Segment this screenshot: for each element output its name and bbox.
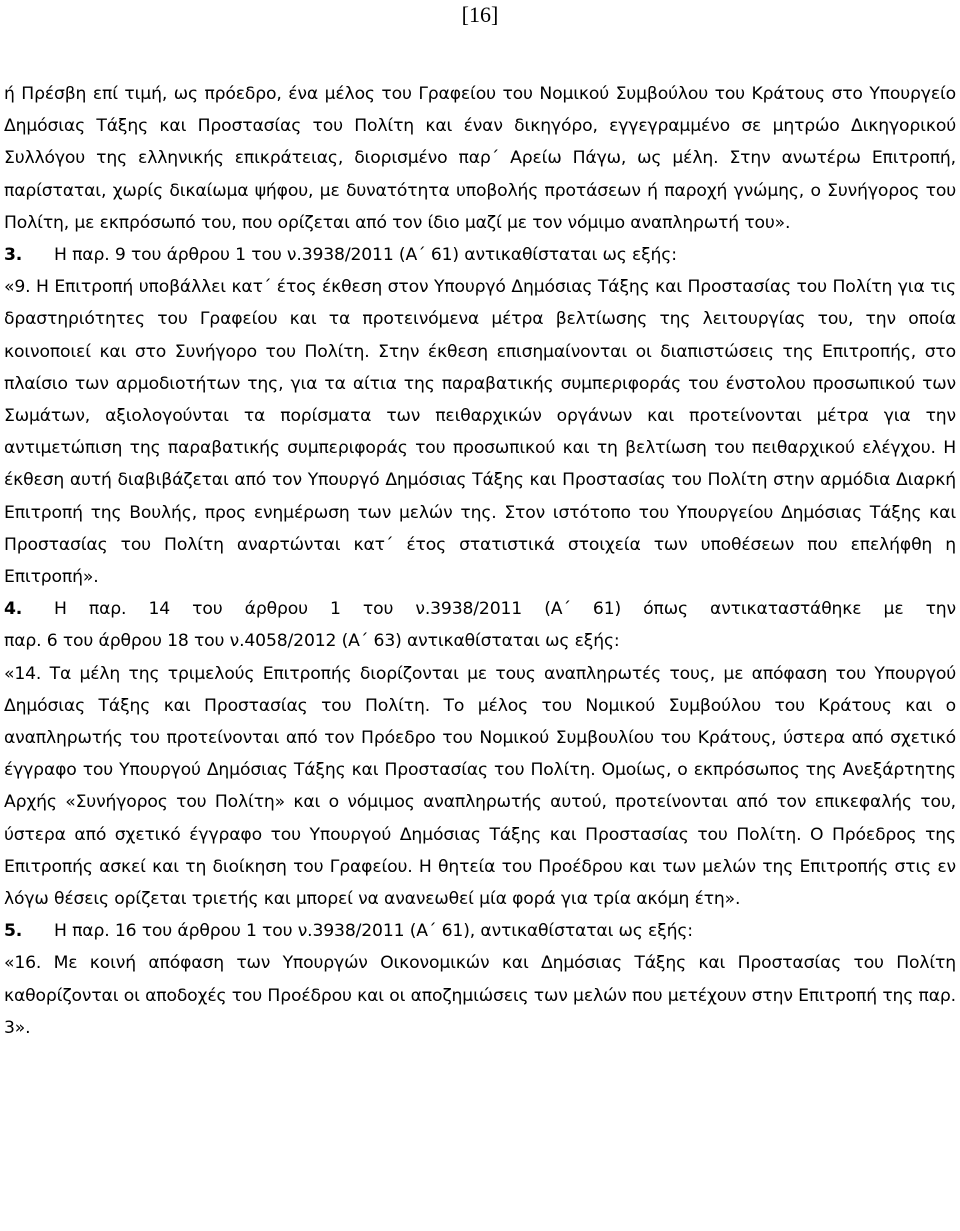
paragraph-continuation: ή Πρέσβη επί τιμή, ως πρόεδρο, ένα μέλος του Γραφείου του Νομικού Συμβούλου του Κράτους στο Υπουργείο Δημόσιας Τάξης και Προστασίας του Πολίτη και έναν δικηγόρο, εγγεγραμμένο σε μητρώο Δικηγορικού Συλλόγου της ελληνικής επικράτειας, διορισμένο παρ΄ Αρείω Πάγω, ως μέλη. Στην ανωτέρω Επιτροπή, παρίσταται, χωρίς δικαίωμα ψήφου, με δυνατότητα υποβολής προτάσεων ή παροχή γνώμης, ο Συνήγορος του Πολίτη, με εκπρόσωπό του, που ορίζεται από τον ίδιο μαζί με τον νόμιμο αναπληρωτή του». — [4, 84, 956, 233]
paragraph-article-16: «16. Με κοινή απόφαση των Υπουργών Οικονομικών και Δημόσιας Τάξης και Προστασίας του Πολίτη καθορίζονται οι αποδοχές του Προέδρου και οι αποζημιώσεις των μελών που μετέχουν στην Επιτροπή της παρ. 3». — [4, 953, 956, 1038]
document-body — [4, 78, 956, 1044]
page-number: [16] — [461, 2, 499, 27]
item-text: Η παρ. 14 του άρθρου 1 του ν.3938/2011 (Α΄ 61) όπως αντικαταστάθηκε με την — [54, 599, 956, 620]
item-number: 3. — [4, 245, 23, 266]
item-number: 5. — [4, 921, 23, 942]
paragraph-article-9: «9. Η Επιτροπή υποβάλλει κατ΄ έτος έκθεση στον Υπουργό Δημόσιας Τάξης και Προστασίας του Πολίτη για τις δραστηριότητες του Γραφείου και τα προτεινόμενα μέτρα βελτίωσης της λειτουργίας του, την οποία κοινοποιεί και στο Συνήγορο του Πολίτη. Στην έκθεση επισημαίνονται οι διαπιστώσεις της Επιτροπής, στο πλαίσιο των αρμοδιοτήτων της, για τα αίτια της παραβατικής συμπεριφοράς του ένστολου προσωπικού των Σωμάτων, αξιολογούνται τα πορίσματα των πειθαρχικών οργάνων και προτείνονται μέτρα για την αντιμετώπιση της παραβατικής συμπεριφοράς του προσωπικού και τη βελτίωση του πειθαρχικού ελέγχου. Η έκθεση αυτή διαβιβάζεται από τον Υπουργό Δημόσιας Τάξης και Προστασίας του Πολίτη στην αρμόδια Διαρκή Επιτροπή της Βουλής, προς ενημέρωση των μελών της. Στον ιστότοπο του Υπουργείου Δημόσιας Τάξης και Προστασίας του Πολίτη αναρτώνται κατ΄ έτος στατιστικά στοιχεία των υποθέσεων που επελήφθη η Επιτροπή». — [4, 277, 956, 588]
item-number: 4. — [4, 599, 23, 620]
paragraph-article-14: «14. Τα μέλη της τριμελούς Επιτροπής διορίζονται με τους αναπληρωτές τους, με απόφαση του Υπουργού Δημόσιας Τάξης και Προστασίας του Πολίτη. Το μέλος του Νομικού Συμβούλου του Κράτους και ο αναπληρωτής του προτείνονται από τον Πρόεδρο του Νομικού Συμβουλίου του Κράτους, ύστερα από σχετικό έγγραφο του Υπουργού Δημόσιας Τάξης και Προστασίας του Πολίτη. Ομοίως, ο εκπρόσωπος της Ανεξάρτητης Αρχής «Συνήγορος του Πολίτη» και ο νόμιμος αναπληρωτής αυτού, προτείνονται από τον επικεφαλής του, ύστερα από σχετικό έγγραφο του Υπουργού Δημόσιας Τάξης και Προστασίας του Πολίτη. Ο Πρόεδρος της Επιτροπής ασκεί και τη διοίκηση του Γραφείου. Η θητεία του Προέδρου και των μελών της Επιτροπής στις εν λόγω θέσεις ορίζεται τριετής και μπορεί να ανανεωθεί μία φορά για τρία ακόμη έτη». — [4, 663, 956, 910]
numbered-item-5 — [4, 915, 956, 947]
numbered-item-4-continuation: παρ. 6 του άρθρου 18 του ν.4058/2012 (Α΄ 63) αντικαθίσταται ως εξής: — [4, 631, 620, 652]
item-text: Η παρ. 16 του άρθρου 1 του ν.3938/2011 (Α΄ 61), αντικαθίσταται ως εξής: — [54, 921, 693, 942]
numbered-item-3 — [4, 239, 956, 271]
numbered-item-4 — [4, 593, 956, 625]
item-text: Η παρ. 9 του άρθρου 1 του ν.3938/2011 (Α΄ 61) αντικαθίσταται ως εξής: — [54, 245, 677, 266]
